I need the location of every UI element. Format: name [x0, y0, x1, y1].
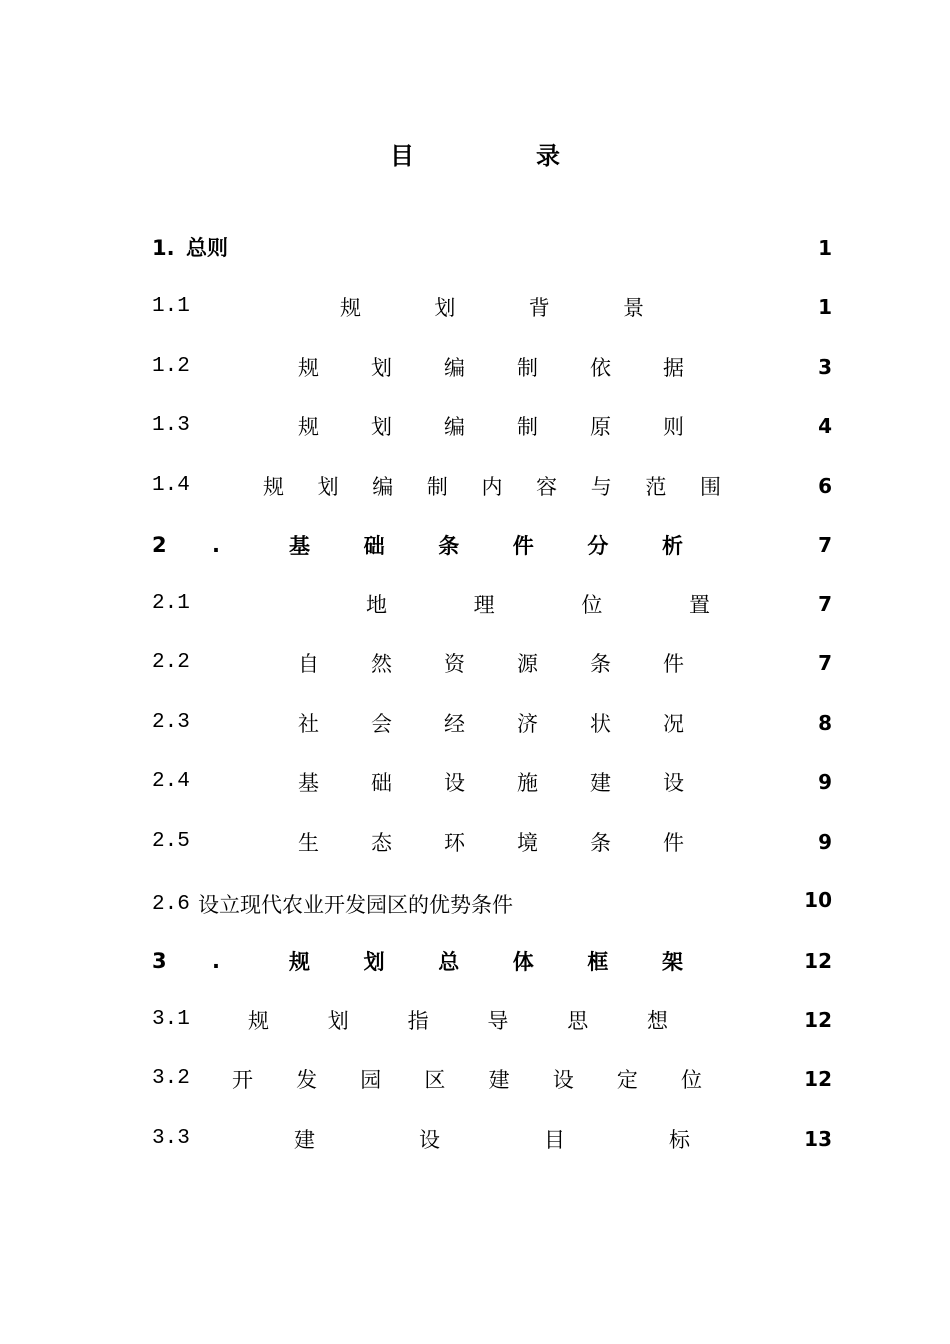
toc-title-char: 会	[371, 712, 392, 736]
toc-title-char: 架	[661, 950, 683, 974]
toc-title-char: 设	[663, 771, 684, 795]
toc-entry-number: 2.6	[152, 893, 190, 916]
toc-title-char: 建	[294, 1128, 315, 1152]
toc-title-char: 施	[517, 771, 538, 795]
toc-title-char: 划	[434, 296, 456, 320]
toc-entry-number: 1.1	[152, 295, 190, 318]
toc-entry-2-4[interactable]	[152, 767, 832, 797]
toc-entry-number: 2.2	[152, 651, 190, 674]
toc-title-char: 规	[263, 475, 284, 499]
toc-title-char: 位	[680, 1068, 702, 1092]
toc-title-char: 设	[419, 1128, 440, 1152]
toc-entry-number: 2.4	[152, 770, 190, 793]
toc-entry-page: 10	[804, 888, 832, 912]
toc-entry-title	[294, 1124, 690, 1154]
toc-title-char: 划	[363, 950, 385, 974]
toc-entry-number: 1.	[152, 236, 175, 260]
toc-entry-2-1[interactable]	[152, 589, 832, 619]
toc-entry-page: 1	[818, 236, 832, 260]
toc-title-char: 基	[289, 534, 310, 558]
toc-entry-3[interactable]	[152, 946, 832, 976]
toc-entry-title	[298, 648, 684, 678]
toc-title-char: 条	[590, 831, 611, 855]
toc-entry-number: 2.3	[152, 711, 190, 734]
toc-title-char: 制	[426, 475, 448, 499]
toc-title-char: 区	[424, 1068, 446, 1092]
toc-title-char: 录	[536, 142, 560, 170]
toc-entry-title	[263, 471, 721, 501]
toc-entry-3-1[interactable]	[152, 1005, 832, 1035]
toc-title-char: 析	[661, 534, 683, 558]
toc-entry-page: 7	[818, 592, 832, 616]
toc-title-char: 础	[371, 771, 392, 795]
toc-entry-number: 3.1	[152, 1008, 190, 1031]
toc-entry-1[interactable]	[152, 233, 832, 263]
toc-title-char: 据	[663, 356, 684, 380]
toc-title-char: 境	[517, 831, 538, 855]
toc-title-char: 分	[587, 534, 609, 558]
toc-title-char: 经	[444, 712, 465, 736]
toc-title-char: 体	[512, 950, 534, 974]
toc-title-char: 制	[517, 356, 538, 380]
toc-entry-title	[289, 530, 683, 560]
toc-entry-title	[298, 767, 684, 797]
toc-title-char: 制	[517, 415, 538, 439]
toc-title-char: 件	[512, 534, 534, 558]
toc-entry-page: 12	[804, 1067, 832, 1091]
toc-entry-page: 13	[804, 1127, 832, 1151]
toc-entry-number: 2.5	[152, 830, 190, 853]
toc-title-char: 规	[340, 296, 361, 320]
toc-title-char: 规	[298, 415, 319, 439]
toc-entry-title	[298, 411, 684, 441]
toc-title-char: 生	[298, 831, 319, 855]
toc-title	[390, 136, 560, 171]
toc-entry-2-2[interactable]	[152, 648, 832, 678]
toc-entry-page: 4	[818, 414, 832, 438]
toc-entry-title: 总则	[186, 236, 228, 260]
toc-entry-1-3[interactable]	[152, 411, 832, 441]
toc-title-char: 础	[363, 534, 385, 558]
toc-entry-page: 7	[818, 651, 832, 675]
toc-title-char: 背	[528, 296, 550, 320]
toc-title-char: 景	[622, 296, 644, 320]
toc-entry-number: 3.3	[152, 1127, 190, 1150]
toc-entry-page: 1	[818, 295, 832, 319]
toc-entry-number: 1.3	[152, 414, 190, 437]
toc-title-char: 编	[444, 356, 465, 380]
toc-entry-page: 9	[818, 770, 832, 794]
toc-title-char: 则	[663, 415, 684, 439]
toc-title-char: 定	[616, 1068, 638, 1092]
toc-title-char: 置	[688, 593, 710, 617]
toc-title-char: 基	[298, 771, 319, 795]
toc-title-char: 依	[590, 356, 611, 380]
toc-entry-page: 12	[804, 949, 832, 973]
toc-entry-page: 6	[818, 474, 832, 498]
toc-entry-separator: .	[212, 533, 220, 557]
toc-title-char: 设	[552, 1068, 574, 1092]
toc-entry-number: 2.1	[152, 592, 190, 615]
toc-entry-title	[248, 1005, 668, 1035]
toc-entry-title	[232, 1064, 702, 1094]
toc-entry-page: 7	[818, 533, 832, 557]
toc-title-char: 然	[371, 652, 392, 676]
toc-title-char: 框	[587, 950, 609, 974]
toc-title-char: 园	[360, 1068, 382, 1092]
toc-title-char: 设	[444, 771, 465, 795]
toc-entry-title	[298, 708, 684, 738]
toc-title-char: 总	[438, 950, 460, 974]
toc-title-char: 社	[298, 712, 319, 736]
toc-title-char: 思	[567, 1009, 589, 1033]
toc-title-char: 规	[289, 950, 310, 974]
toc-title-char: 导	[487, 1009, 509, 1033]
toc-title-char: 划	[371, 356, 392, 380]
toc-title-char: 资	[444, 652, 465, 676]
toc-title-char: 原	[590, 415, 611, 439]
toc-title-char: 态	[371, 831, 392, 855]
toc-title-char: 状	[590, 712, 611, 736]
toc-title-char: 自	[298, 652, 319, 676]
toc-title-char: 目	[544, 1128, 565, 1152]
toc-entry-number: 3.2	[152, 1067, 190, 1090]
toc-title-char: 济	[517, 712, 538, 736]
toc-title-char: 建	[590, 771, 611, 795]
toc-title-char: 环	[444, 831, 465, 855]
toc-title-char: 容	[536, 475, 558, 499]
toc-title-char: 规	[248, 1009, 269, 1033]
toc-entry-number: 2	[152, 533, 167, 557]
toc-entry-page: 9	[818, 830, 832, 854]
toc-entry-number: 1.4	[152, 474, 190, 497]
toc-title-char: 条	[438, 534, 460, 558]
toc-title-char: 地	[366, 593, 387, 617]
toc-title-char: 编	[444, 415, 465, 439]
toc-entry-title	[366, 589, 710, 619]
toc-entry-number: 1.2	[152, 355, 190, 378]
toc-entry-title	[298, 352, 684, 382]
toc-entry-title	[289, 946, 683, 976]
toc-entry-1-2[interactable]	[152, 352, 832, 382]
toc-title-char: 目	[390, 142, 414, 170]
toc-title-char: 位	[581, 593, 603, 617]
toc-entry-2-3[interactable]	[152, 708, 832, 738]
toc-title-char: 划	[327, 1009, 349, 1033]
toc-entry-title	[340, 292, 644, 322]
toc-entry-3-3[interactable]	[152, 1124, 832, 1154]
toc-entry-1-1[interactable]	[152, 292, 832, 322]
toc-title-char: 标	[669, 1128, 690, 1152]
toc-entry-1-4[interactable]	[152, 471, 832, 501]
toc-entry-title	[298, 827, 684, 857]
toc-title-char: 与	[590, 475, 612, 499]
toc-title-char: 件	[663, 831, 684, 855]
toc-title-char: 理	[473, 593, 495, 617]
toc-entry-page: 12	[804, 1008, 832, 1032]
toc-title-char: 指	[407, 1009, 429, 1033]
toc-entry-page: 8	[818, 711, 832, 735]
toc-title-char: 编	[372, 475, 394, 499]
toc-title-char: 建	[488, 1068, 510, 1092]
toc-entry-3-2[interactable]	[152, 1064, 832, 1094]
toc-title-char: 内	[481, 475, 503, 499]
toc-title-char: 况	[663, 712, 684, 736]
toc-title-char: 件	[663, 652, 684, 676]
toc-entry-2[interactable]	[152, 530, 832, 560]
toc-title-char: 范	[645, 475, 667, 499]
toc-entry-2-5[interactable]	[152, 827, 832, 857]
toc-entry-page: 3	[818, 355, 832, 379]
toc-title-char: 想	[646, 1009, 668, 1033]
toc-title-char: 条	[590, 652, 611, 676]
toc-title-char: 源	[517, 652, 538, 676]
toc-title-char: 发	[296, 1068, 318, 1092]
toc-title-char: 规	[298, 356, 319, 380]
toc-title-char: 开	[232, 1068, 253, 1092]
toc-title-char: 划	[371, 415, 392, 439]
toc-entry-title: 设立现代农业开发园区的优势条件	[198, 893, 513, 917]
toc-title-char: 围	[700, 475, 721, 499]
toc-entry-separator: .	[212, 949, 220, 973]
toc-entry-number: 3	[152, 949, 167, 973]
toc-title-char: 划	[317, 475, 339, 499]
toc-entry-2-6[interactable]	[152, 890, 832, 920]
